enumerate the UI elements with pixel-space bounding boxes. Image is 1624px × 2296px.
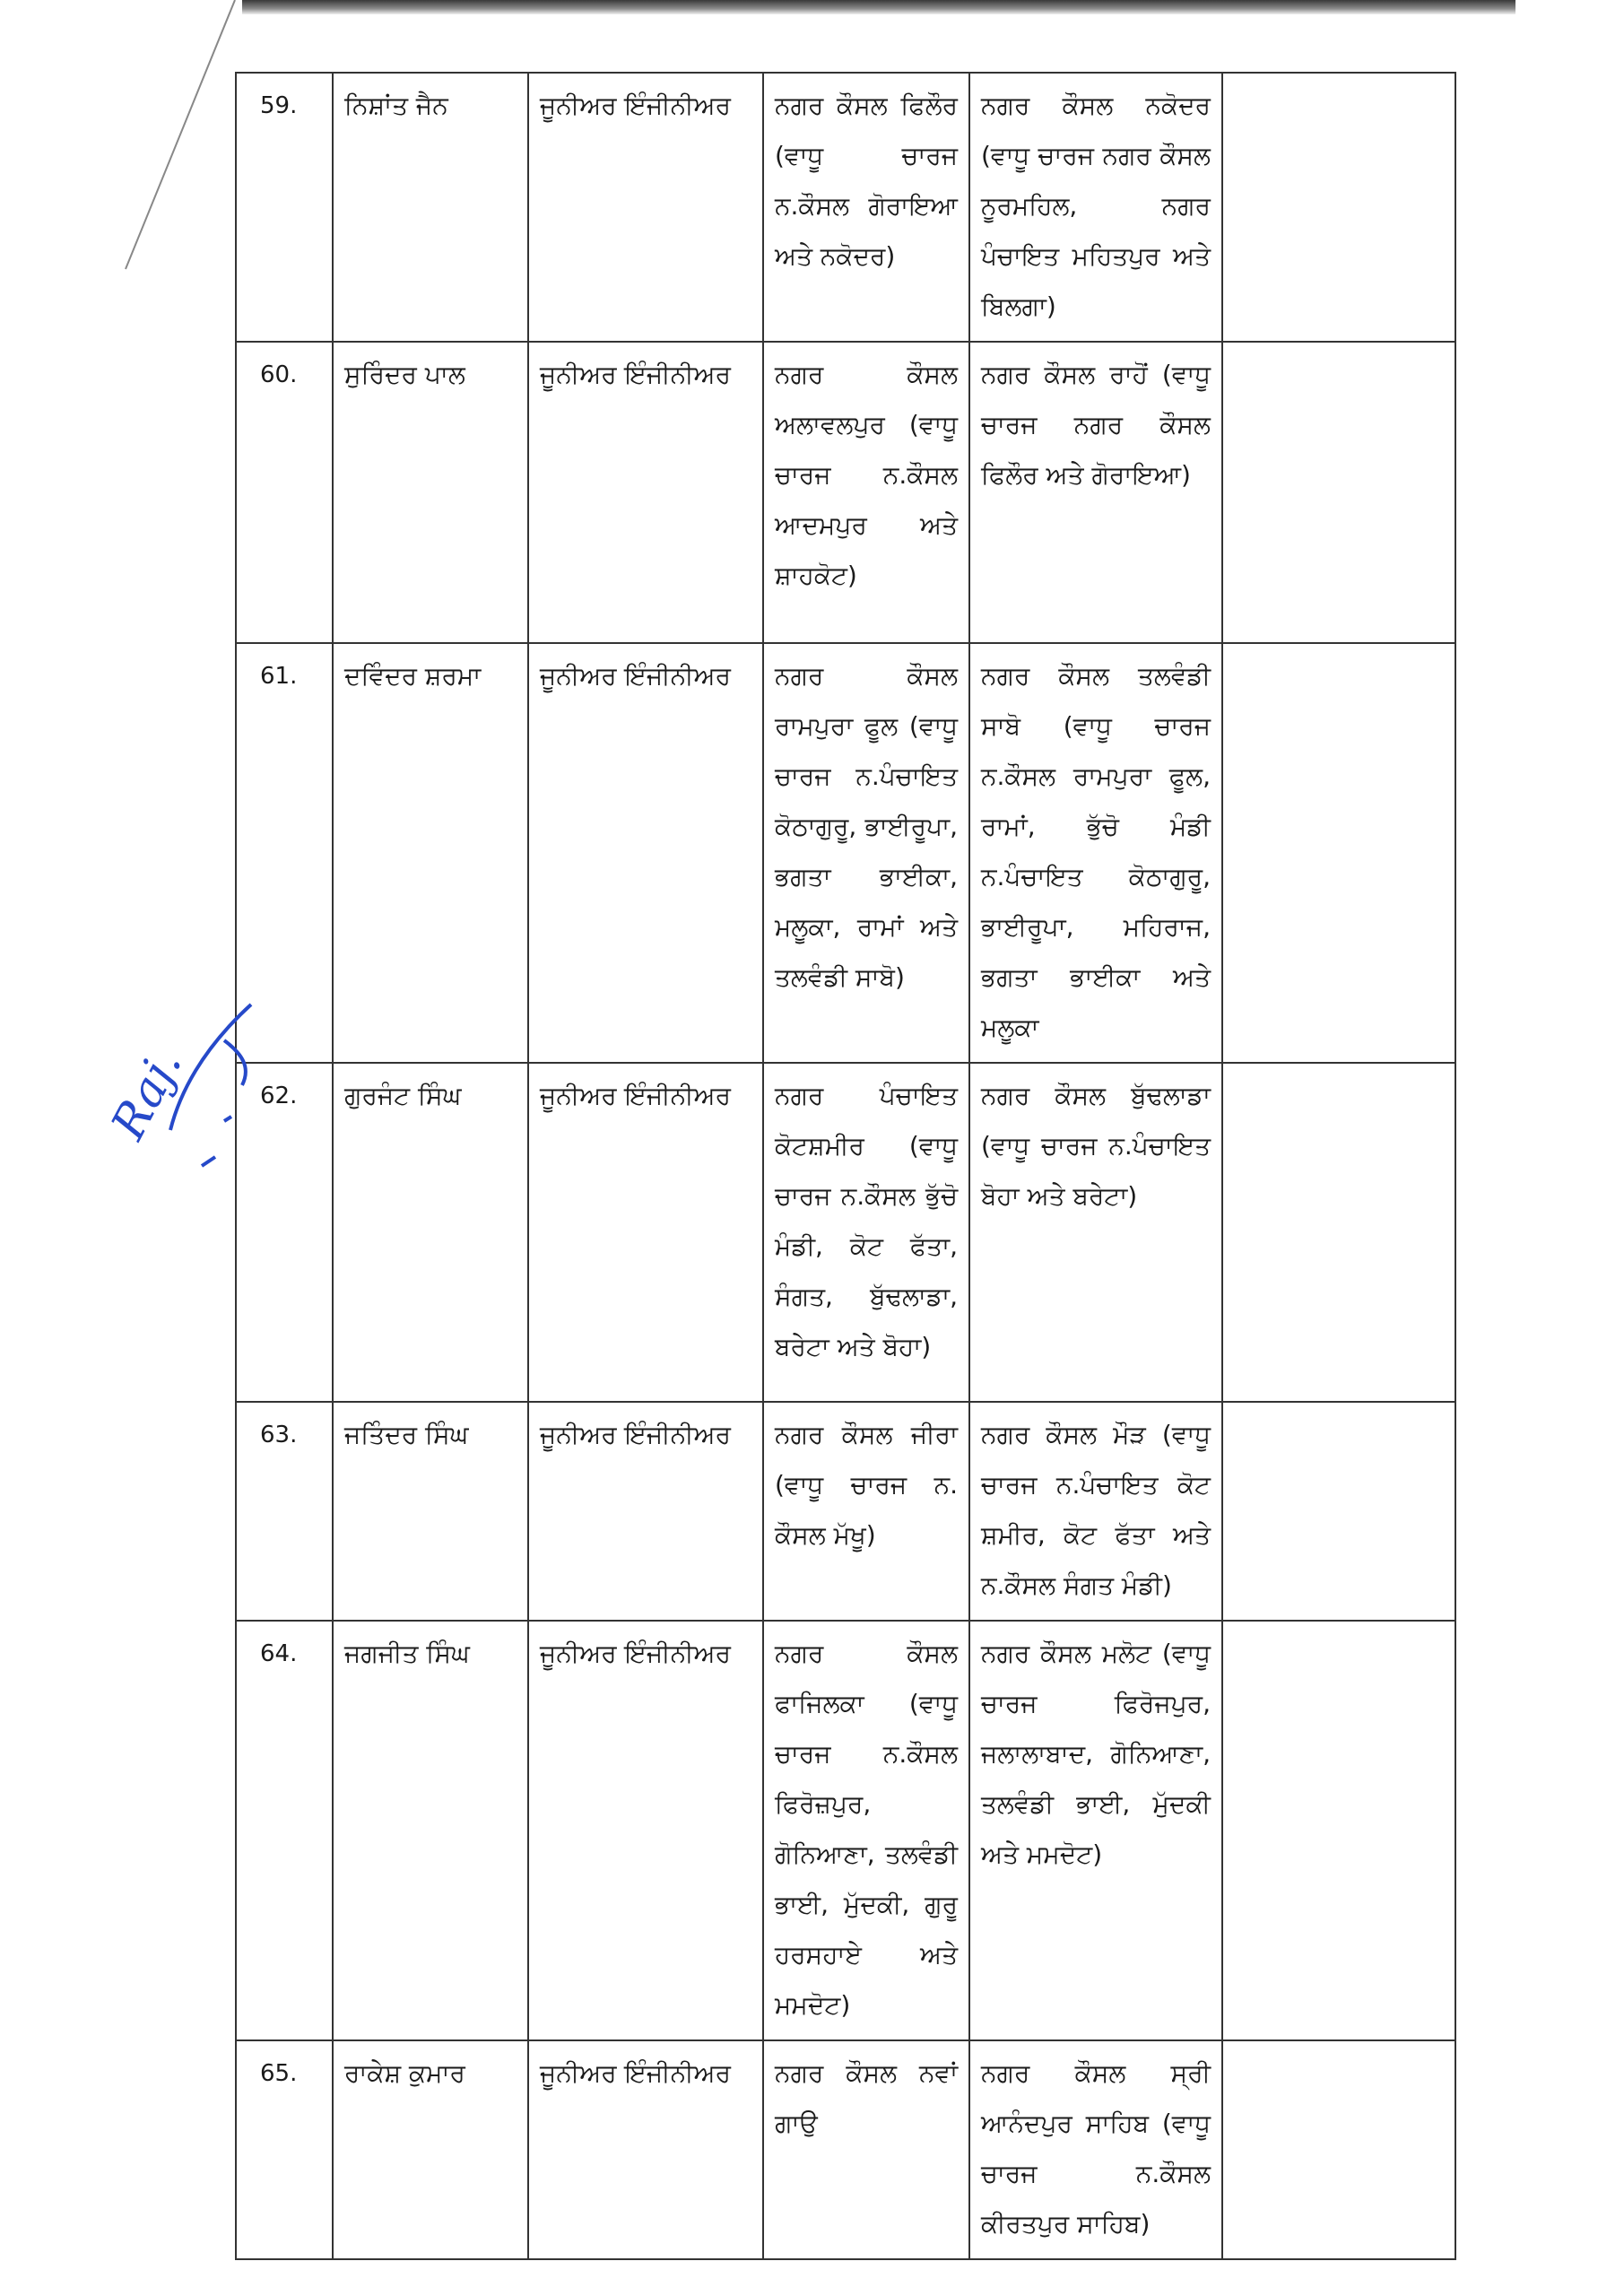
table-row <box>236 643 1455 1063</box>
table-row <box>236 73 1455 342</box>
remarks-cell <box>1222 1621 1455 2040</box>
name-cell: ਗੁਰਜੰਟ ਸਿੰਘ <box>333 1063 528 1402</box>
post-cell: ਜੂਨੀਅਰ ਇੰਜੀਨੀਅਰ <box>528 73 763 342</box>
remarks-cell <box>1222 2040 1455 2259</box>
scan-top-band <box>242 0 1515 14</box>
current-posting-cell: ਨਗਰ ਪੰਚਾਇਤ ਕੋਟਸ਼ਮੀਰ (ਵਾਧੂ ਚਾਰਜ ਨ.ਕੌਸਲ ਭੁੱਚੋ ਮੰਡੀ, ਕੋਟ ਫੱਤਾ, ਸੰਗਤ, ਬੁੱਢਲਾਡਾ, ਬਰੇਟਾ ਅਤੇ ਬੋਹਾ) <box>763 1063 969 1402</box>
post-cell: ਜੂਨੀਅਰ ਇੰਜੀਨੀਅਰ <box>528 1402 763 1621</box>
current-posting-cell: ਨਗਰ ਕੌਸਲ ਨਵਾਂ ਗਾਉ <box>763 2040 969 2259</box>
handwritten-signature <box>101 987 269 1193</box>
new-posting-cell: ਨਗਰ ਕੌਸਲ ਨਕੋਦਰ (ਵਾਧੂ ਚਾਰਜ ਨਗਰ ਕੌਸਲ ਨੂਰਮਹਿਲ, ਨਗਰ ਪੰਚਾਇਤ ਮਹਿਤਪੁਰ ਅਤੇ ਬਿਲਗਾ) <box>969 73 1222 342</box>
name-cell: ਰਾਕੇਸ਼ ਕੁਮਾਰ <box>333 2040 528 2259</box>
post-cell: ਜੂਨੀਅਰ ਇੰਜੀਨੀਅਰ <box>528 342 763 643</box>
sr-cell: 64. <box>236 1621 333 2040</box>
remarks-cell <box>1222 342 1455 643</box>
post-cell: ਜੂਨੀਅਰ ਇੰਜੀਨੀਅਰ <box>528 1621 763 2040</box>
current-posting-cell: ਨਗਰ ਕੌਸਲ ਅਲਾਵਲਪੁਰ (ਵਾਧੂ ਚਾਰਜ ਨ.ਕੌਸਲ ਆਦਮਪੁਰ ਅਤੇ ਸ਼ਾਹਕੋਟ) <box>763 342 969 643</box>
transfer-table <box>235 72 1456 2260</box>
new-posting-cell: ਨਗਰ ਕੌਸਲ ਮਲੋਟ (ਵਾਧੂ ਚਾਰਜ ਫਿਰੋਜਪੁਰ, ਜਲਾਲਾਬਾਦ, ਗੋਨਿਆਣਾ, ਤਲਵੰਡੀ ਭਾਈ, ਮੁੱਦਕੀ ਅਤੇ ਮਮਦੋਟ) <box>969 1621 1222 2040</box>
name-cell: ਜਗਜੀਤ ਸਿੰਘ <box>333 1621 528 2040</box>
post-cell: ਜੂਨੀਅਰ ਇੰਜੀਨੀਅਰ <box>528 1063 763 1402</box>
remarks-cell <box>1222 643 1455 1063</box>
post-cell: ਜੂਨੀਅਰ ਇੰਜੀਨੀਅਰ <box>528 2040 763 2259</box>
new-posting-cell: ਨਗਰ ਕੌਸਲ ਮੌੜ (ਵਾਧੂ ਚਾਰਜ ਨ.ਪੰਚਾਇਤ ਕੋਟ ਸ਼ਮੀਰ, ਕੋਟ ਫੱਤਾ ਅਤੇ ਨ.ਕੌਸਲ ਸੰਗਤ ਮੰਡੀ) <box>969 1402 1222 1621</box>
name-cell: ਸੁਰਿੰਦਰ ਪਾਲ <box>333 342 528 643</box>
sr-cell: 60. <box>236 342 333 643</box>
new-posting-cell: ਨਗਰ ਕੌਸਲ ਬੁੱਢਲਾਡਾ (ਵਾਧੂ ਚਾਰਜ ਨ.ਪੰਚਾਇਤ ਬੋਹਾ ਅਤੇ ਬਰੇਟਾ) <box>969 1063 1222 1402</box>
current-posting-cell: ਨਗਰ ਕੌਸਲ ਫਾਜਿਲਕਾ (ਵਾਧੂ ਚਾਰਜ ਨ.ਕੌਸਲ ਫਿਰੋਜ਼ਪੁਰ, ਗੋਨਿਆਣਾ, ਤਲਵੰਡੀ ਭਾਈ, ਮੁੱਦਕੀ, ਗੁਰੂ ਹਰਸਹਾਏ ਅਤੇ ਮਮਦੋਟ) <box>763 1621 969 2040</box>
remarks-cell <box>1222 73 1455 342</box>
new-posting-cell: ਨਗਰ ਕੌਸਲ ਤਲਵੰਡੀ ਸਾਬੋ (ਵਾਧੂ ਚਾਰਜ ਨ.ਕੌਸਲ ਰਾਮਪੁਰਾ ਫੂਲ, ਰਾਮਾਂ, ਭੁੱਚੋ ਮੰਡੀ ਨ.ਪੰਚਾਇਤ ਕੋਠਾਗੁਰੂ, ਭਾਈਰੂਪਾ, ਮਹਿਰਾਜ, ਭਗਤਾ ਭਾਈਕਾ ਅਤੇ ਮਲੂਕਾ <box>969 643 1222 1063</box>
new-posting-cell: ਨਗਰ ਕੌਸਲ ਰਾਹੋਂ (ਵਾਧੂ ਚਾਰਜ ਨਗਰ ਕੌਸਲ ਫਿਲੌਰ ਅਤੇ ਗੋਰਾਇਆ) <box>969 342 1222 643</box>
scan-page-edge <box>0 0 269 287</box>
name-cell: ਦਵਿੰਦਰ ਸ਼ਰਮਾ <box>333 643 528 1063</box>
new-posting-cell: ਨਗਰ ਕੌਸਲ ਸ੍ਰੀ ਆਨੰਦਪੁਰ ਸਾਹਿਬ (ਵਾਧੂ ਚਾਰਜ ਨ.ਕੌਸਲ ਕੀਰਤਪੁਰ ਸਾਹਿਬ) <box>969 2040 1222 2259</box>
current-posting-cell: ਨਗਰ ਕੌਸਲ ਫਿਲੌਰ (ਵਾਧੂ ਚਾਰਜ ਨ.ਕੌਸਲ ਗੋਰਾਇਆ ਅਤੇ ਨਕੋਦਰ) <box>763 73 969 342</box>
table-row <box>236 342 1455 643</box>
current-posting-cell: ਨਗਰ ਕੌਸਲ ਰਾਮਪੁਰਾ ਫੂਲ (ਵਾਧੂ ਚਾਰਜ ਨ.ਪੰਚਾਇਤ ਕੋਠਾਗੁਰੂ, ਭਾਈਰੂਪਾ, ਭਗਤਾ ਭਾਈਕਾ, ਮਲੂਕਾ, ਰਾਮਾਂ ਅਤੇ ਤਲਵੰਡੀ ਸਾਬੋ) <box>763 643 969 1063</box>
signature-text: Raj. <box>101 1040 193 1148</box>
post-cell: ਜੂਨੀਅਰ ਇੰਜੀਨੀਅਰ <box>528 643 763 1063</box>
sr-cell: 61. <box>236 643 333 1063</box>
current-posting-cell: ਨਗਰ ਕੌਸਲ ਜੀਰਾ (ਵਾਧੂ ਚਾਰਜ ਨ. ਕੌਸਲ ਮੱਖੂ) <box>763 1402 969 1621</box>
sr-cell: 63. <box>236 1402 333 1621</box>
name-cell: ਨਿਸ਼ਾਂਤ ਜੈਨ <box>333 73 528 342</box>
table-row <box>236 1621 1455 2040</box>
remarks-cell <box>1222 1063 1455 1402</box>
sr-cell: 62. <box>236 1063 333 1402</box>
table-row <box>236 1402 1455 1621</box>
remarks-cell <box>1222 1402 1455 1621</box>
table-row <box>236 2040 1455 2259</box>
table-row <box>236 1063 1455 1402</box>
sr-cell: 59. <box>236 73 333 342</box>
name-cell: ਜਤਿੰਦਰ ਸਿੰਘ <box>333 1402 528 1621</box>
sr-cell: 65. <box>236 2040 333 2259</box>
